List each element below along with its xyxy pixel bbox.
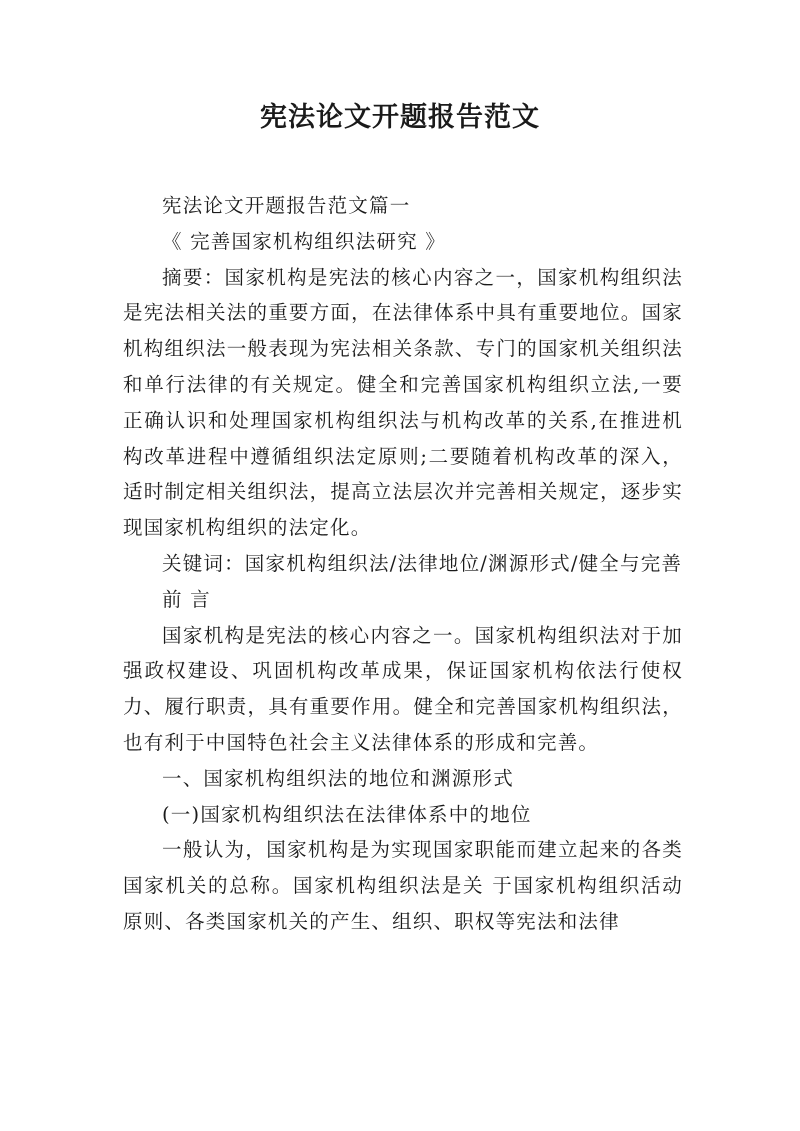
- keywords-paragraph: 关键词：国家机构组织法/法律地位/渊源形式/健全与完善: [162, 551, 683, 575]
- body-paragraph: 一般认为，国家机构是为实现国家职能而建立起来的各类国家机关的总称。国家机构组织法是关 于国家机构组织活动原则、各类国家机关的产生、组织、职权等宪法和法律: [123, 838, 683, 933]
- section-heading: 宪法论文开题报告范文篇一: [162, 194, 411, 217]
- abstract-paragraph: 摘要：国家机构是宪法的核心内容之一，国家机构组织法是宪法相关法的重要方面，在法律体系中具有重要地位。国家机构组织法一般表现为宪法相关条款、专门的国家机关组织法和单行法律的有关规定。健全和完善国家机构组织立法,一要正确认识和处理国家机构组织法与机构改革的关系,在推进机构改革进程中遵循组织法定原则;二要随着机构改革的深入，适时制定相关组织法，提高立法层次并完善相关规定，逐步实现国家机构组织的法定化。: [123, 265, 683, 540]
- subsection-heading: (一)国家机构组织法在法律体系中的地位: [162, 802, 532, 826]
- preface-heading: 前 言: [162, 587, 211, 611]
- document-title: 宪法论文开题报告范文: [260, 102, 540, 133]
- preface-paragraph: 国家机构是宪法的核心内容之一。国家机构组织法对于加强政权建设、巩固机构改革成果，保证国家机构依法行使权力、履行职责，具有重要作用。健全和完善国家机构组织法，也有利于中国特色社会主义法律体系的形成和完善。: [123, 623, 683, 754]
- paper-title: 《 完善国家机构组织法研究 》: [162, 229, 446, 253]
- document-body: [123, 188, 683, 940]
- chapter-heading: 一、国家机构组织法的地位和渊源形式: [162, 766, 514, 790]
